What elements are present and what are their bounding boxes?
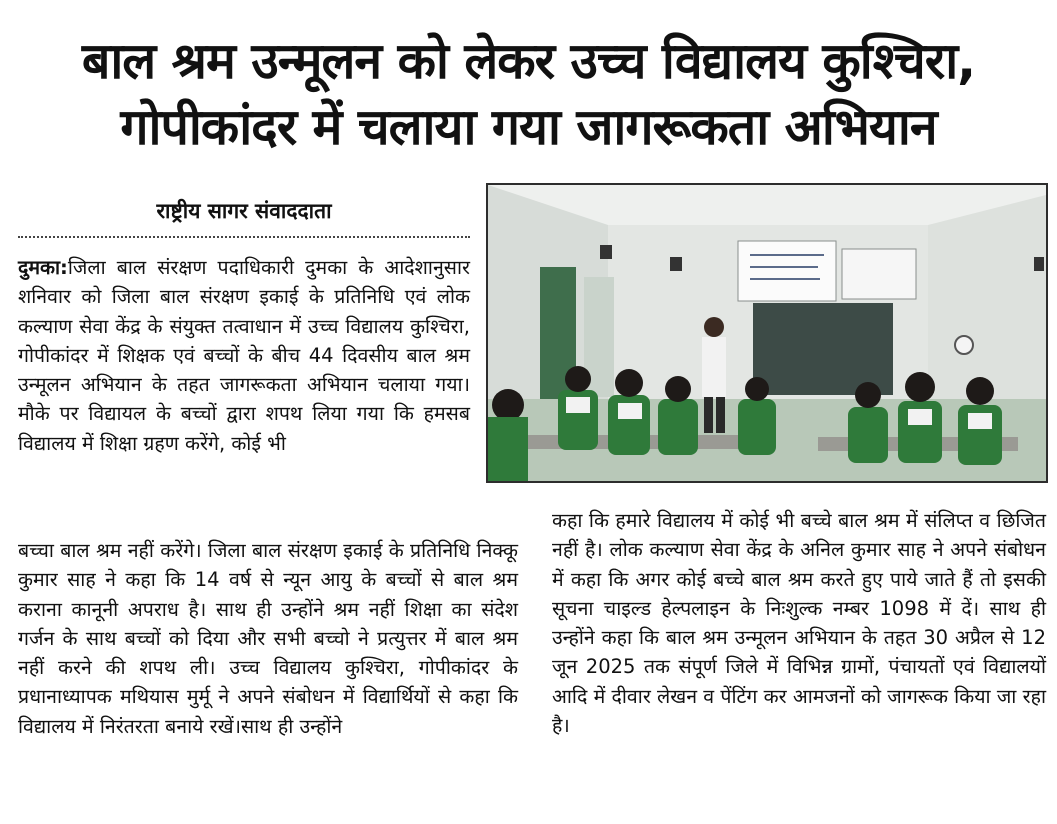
article-column-left-bottom <box>18 536 518 741</box>
headline-line-2: गोपीकांदर में चलाया गया जागरूकता अभियान <box>120 98 937 156</box>
article-text-right: कहा कि हमारे विद्यालय में कोई भी बच्चे बाल श्रम में संलिप्त व छिजित नहीं है। लोक कल्याण सेवा केंद्र के अनिल कुमार साह ने अपने संबोधन में कहा कि अगर कोई बच्चे बाल श्रम करते हुए पाये जाते हैं तो इसकी सूचना चाइल्ड हेल्पलाइन के निःशुल्क नम्बर 1098 में दें। साथ ही उन्होंने कहा कि बाल श्रम उन्मूलन अभियान के तहत 30 अप्रैल से 12 जून 2025 तक संपूर्ण जिले में विभिन्न ग्रामों, पंचायतों एवं विद्यालयों आदि में दीवार लेखन व पेंटिंग कर आमजनों को जागरूक किया जा रहा है। <box>552 509 1046 738</box>
byline: राष्ट्रीय सागर संवाददाता <box>156 199 332 223</box>
byline-divider <box>18 236 470 238</box>
dateline: दुमका: <box>18 256 68 279</box>
article-text-left-top: जिला बाल संरक्षण पदाधिकारी दुमका के आदेशानुसार शनिवार को जिला बाल संरक्षण इकाई के प्रतिनिधि एवं लोक कल्याण सेवा केंद्र के संयुक्त तत्वाधान में उच्च विद्यालय कुश्चिरा, गोपीकांदर में शिक्षक एवं बच्चों के बीच 44 दिवसीय बाल श्रम उन्मूलन अभियान के तहत जागरूकता अभियान चलाया गया। मौके पर विद्यायल के बच्चों द्वारा शपथ लिया गया कि हमसब विद्यालय में शिक्षा ग्रहण करेंगे, कोई भी <box>18 256 470 455</box>
headline-line-1: बाल श्रम उन्मूलन को लेकर उच्च विद्यालय कुश्चिरा, <box>81 32 976 90</box>
article-column-left-top <box>18 253 470 458</box>
article-text-left-bottom: बच्चा बाल श्रम नहीं करेंगे। जिला बाल संरक्षण इकाई के प्रतिनिधि निक्कू कुमार साह ने कहा कि 14 वर्ष से न्यून आयु के बच्चों से बाल श्रम कराना कानूनी अपराध है। साथ ही उन्होंने श्रम नहीं शिक्षा का संदेश गर्जन के साथ बच्चों को दिया और सभी बच्चो ने प्रत्युत्तर में बाल श्रम नहीं करने की शपथ ली। उच्च विद्यालय कुश्चिरा, गोपीकांदर के प्रधानाध्यापक मथियास मुर्मू ने अपने संबोधन में विद्यार्थियों से कहा कि विद्यालय में निरंतरता बनाये रखें।साथ ही उन्होंने <box>18 539 518 738</box>
article-headline <box>0 28 1057 160</box>
article-column-right <box>552 506 1046 740</box>
classroom-photo <box>486 183 1048 483</box>
